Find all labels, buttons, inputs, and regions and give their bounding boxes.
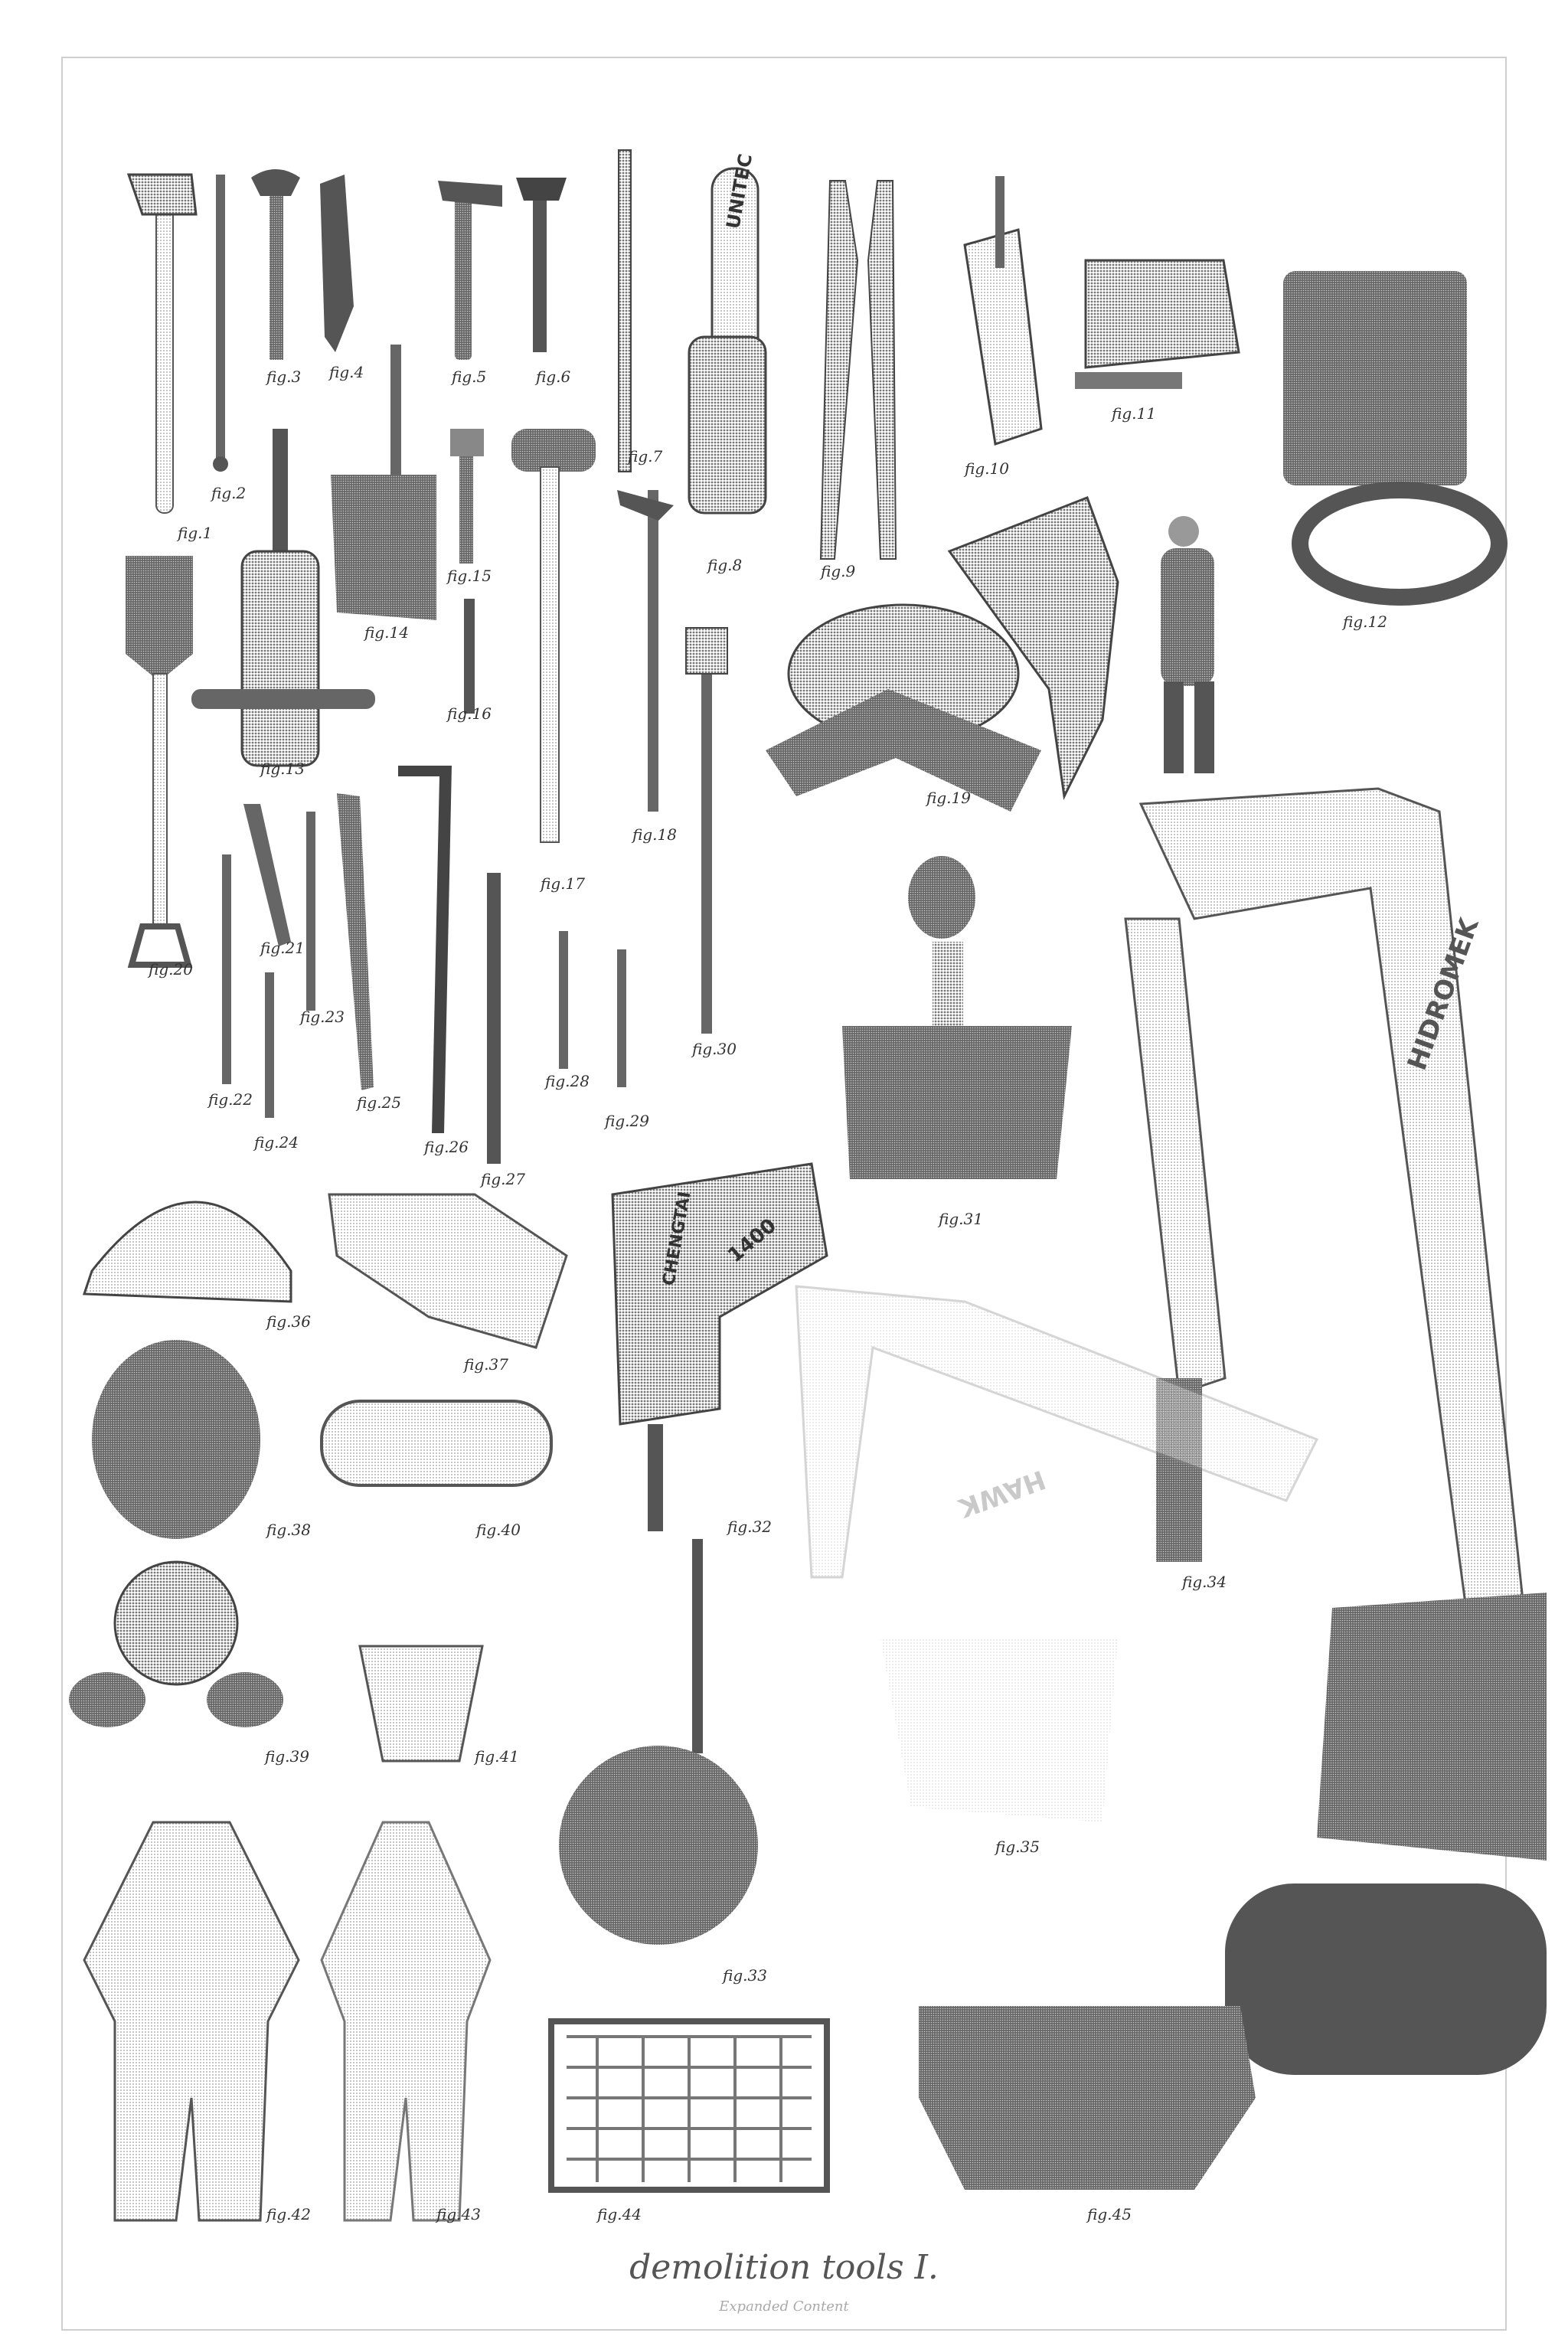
plasma-cutter-illustration [1283,271,1499,597]
respirator-mask-illustration [69,1562,283,1727]
fig-label-39: fig.39 [265,1747,309,1766]
skip-container-illustration [919,2006,1256,2190]
fig-label-42: fig.42 [266,2205,311,2223]
claw-hammer-illustration [438,181,502,360]
fig-label-38: fig.38 [266,1521,311,1539]
fig-label-24: fig.24 [254,1133,299,1152]
excavator-brand: HIDROMEK [1401,914,1485,1075]
pry-bar-illustration [213,175,228,472]
fig-label-36: fig.36 [266,1312,311,1331]
wrecking-ball-illustration [559,1539,758,1945]
fig-label-22: fig.22 [208,1090,253,1109]
protective-coverall-illustration [322,1822,490,2220]
fig-label-2: fig.2 [211,484,247,502]
fig-label-11: fig.11 [1112,404,1156,423]
fig-label-18: fig.18 [632,825,677,844]
fig-label-30: fig.30 [692,1040,737,1058]
chisel-illustration [464,599,475,714]
full-face-respirator-illustration [92,1340,260,1539]
fig-label-34: fig.34 [1182,1573,1227,1591]
pike-pole-illustration [617,490,674,812]
grapple-illustration [842,856,1072,1179]
fig-label-25: fig.25 [357,1093,401,1112]
fig-label-28: fig.28 [545,1072,590,1090]
large-sledge-illustration [511,429,596,842]
ripper-illustration [320,175,354,352]
ghost-excavator-brand: HAWK [954,1463,1050,1524]
shovel-illustration [126,556,193,965]
fig-label-41: fig.41 [475,1747,519,1766]
safety-goggles-illustration [322,1401,551,1485]
fig-label-44: fig.44 [597,2205,642,2223]
hazmat-suit-illustration [84,1822,299,2220]
chainsaw-illustration [689,152,766,513]
fig-label-1: fig.1 [178,524,213,542]
sledge-hammer-illustration [450,429,484,564]
fig-label-37: fig.37 [464,1355,508,1374]
fig-label-4: fig.4 [329,363,364,381]
fig-label-19: fig.19 [926,789,971,807]
ghost-excavator-illustration [796,1286,1317,1822]
bolt-cutter-illustration [821,181,896,559]
halligan-bar-illustration [516,178,567,352]
breaker-brand: CHENGTAI [659,1190,695,1288]
fig-label-3: fig.3 [266,368,302,386]
temporary-fence-illustration [551,2021,827,2190]
fig-label-33: fig.33 [723,1966,767,1985]
long-bar-illustration [619,150,631,472]
fig-label-10: fig.10 [965,459,1009,478]
hard-hat-illustration [84,1202,291,1302]
fig-label-20: fig.20 [149,960,193,979]
fig-label-13: fig.13 [260,760,305,778]
fig-label-14: fig.14 [364,623,409,642]
fig-label-45: fig.45 [1087,2205,1132,2223]
fig-label-23: fig.23 [300,1008,345,1026]
fig-label-17: fig.17 [541,874,585,893]
half-mask-respirator-illustration [360,1646,482,1761]
fig-label-26: fig.26 [424,1138,469,1156]
fig-label-35: fig.35 [995,1838,1040,1856]
fig-label-5: fig.5 [452,368,487,386]
reciprocating-saw-illustration [965,176,1041,444]
fig-label-43: fig.43 [436,2205,481,2223]
plate-subtitle: Expanded Content [719,2298,849,2315]
fig-label-31: fig.31 [939,1210,983,1228]
fig-label-27: fig.27 [481,1170,525,1188]
crowbar-set-illustration [222,766,626,1164]
hammer-tool-illustration [251,169,300,360]
fig-label-40: fig.40 [476,1521,521,1539]
fig-label-8: fig.8 [707,556,743,574]
rake-illustration [686,628,727,1034]
rotary-hammer-illustration [331,345,436,620]
fig-label-7: fig.7 [628,447,663,466]
fig-label-6: fig.6 [536,368,571,386]
fig-label-9: fig.9 [821,562,856,580]
gloves-illustration [329,1194,567,1348]
chainsaw-brand: UNITEC [722,152,757,231]
fig-label-16: fig.16 [447,704,492,723]
jigsaw-illustration [1075,260,1239,389]
fig-label-29: fig.29 [605,1112,649,1130]
breaker-model: 1400 [724,1214,781,1268]
fig-label-21: fig.21 [260,939,305,957]
plate-title: demolition tools I. [629,2248,939,2287]
fig-label-32: fig.32 [727,1518,772,1536]
hydraulic-breaker-illustration [612,1164,827,1531]
fig-label-12: fig.12 [1343,613,1387,631]
axe-illustration [129,175,196,513]
fig-label-15: fig.15 [447,567,492,585]
